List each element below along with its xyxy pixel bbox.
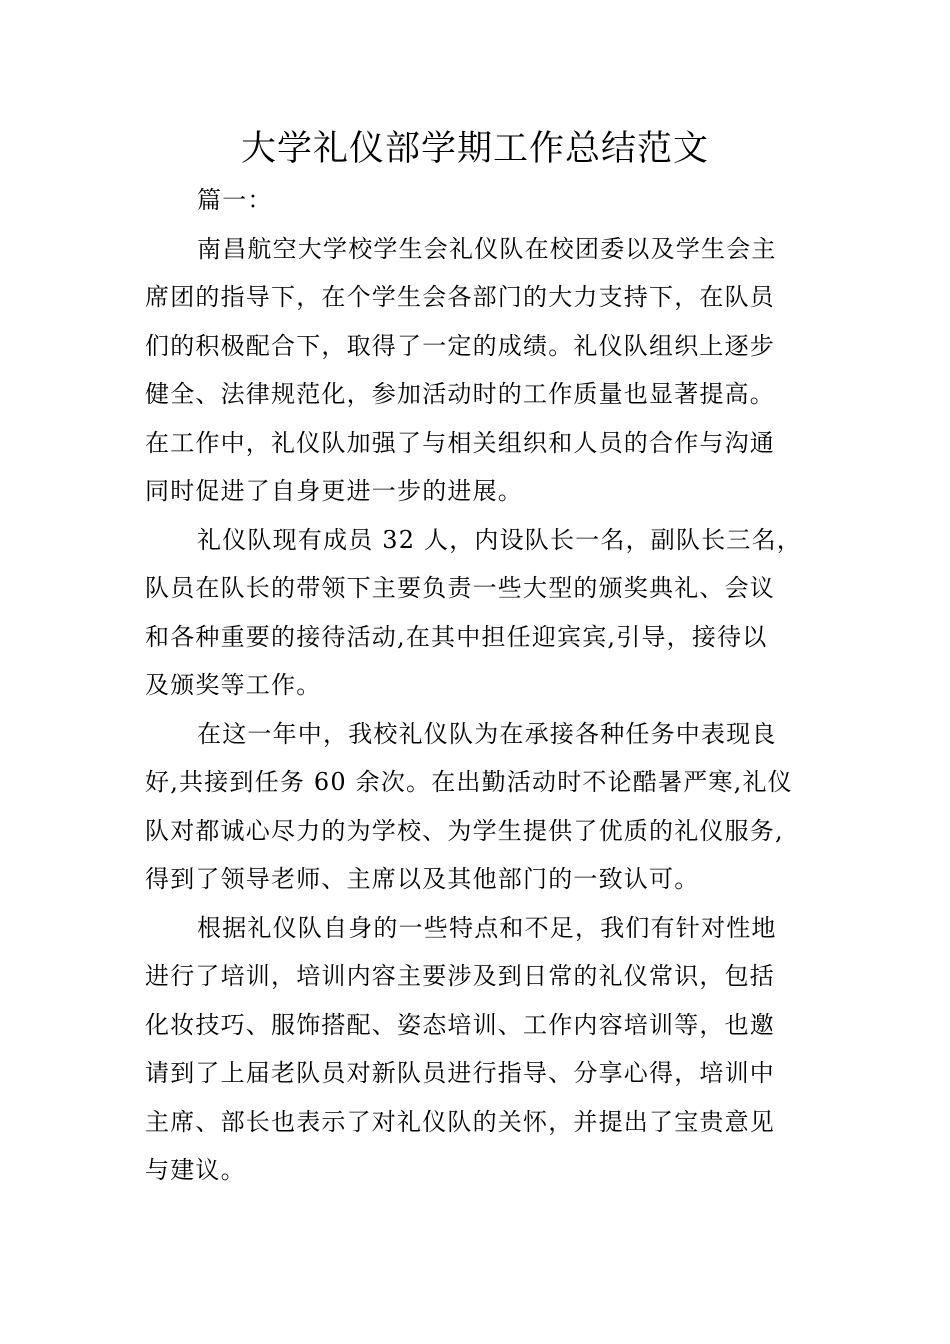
- paragraph-2: [145, 516, 807, 710]
- paragraph-line: 请到了上届老队员对新队员进行指导、分享心得，培训中: [145, 1059, 775, 1087]
- paragraph-line: 南昌航空大学校学生会礼仪队在校团委以及学生会主: [197, 234, 777, 263]
- document-body: [145, 176, 807, 1195]
- paragraph-3: [145, 710, 807, 904]
- paragraph-line: 根据礼仪队自身的一些特点和不足，我们有针对性地: [197, 913, 777, 942]
- paragraph-line: 在工作中，礼仪队加强了与相关组织和人员的合作与沟通: [145, 428, 775, 457]
- paragraph-line: 同时促进了自身更进一步的进展。: [145, 477, 523, 505]
- paragraph-line: 进行了培训，培训内容主要涉及到日常的礼仪常识，包括: [145, 962, 775, 990]
- paragraph-line: 好,共接到任务 60 余次。在出勤活动时不论酷暑严寒,礼仪: [145, 768, 793, 796]
- paragraph-4: [145, 904, 807, 1195]
- paragraph-line: 化妆技巧、服饰搭配、姿态培训、工作内容培训等，也邀: [145, 1010, 775, 1039]
- paragraph-line: 与建议。: [145, 1156, 246, 1184]
- paragraph-line: 在这一年中，我校礼仪队为在承接各种任务中表现良: [197, 719, 777, 748]
- paragraph-line: 队员在队长的带领下主要负责一些大型的颁奖典礼、会议: [145, 574, 775, 602]
- paragraph-1: [145, 225, 807, 516]
- paragraph-line: 们的积极配合下，取得了一定的成绩。礼仪队组织上逐步: [145, 331, 775, 360]
- paragraph-line: 健全、法律规范化，参加活动时的工作质量也显著提高。: [145, 380, 775, 408]
- paragraph-line: 队对都诚心尽力的为学校、为学生提供了优质的礼仪服务,: [145, 816, 784, 845]
- paragraph-line: 礼仪队现有成员 32 人，内设队长一名，副队长三名，: [197, 525, 802, 554]
- paragraph-line: 及颁奖等工作。: [145, 671, 322, 699]
- page-title: 大学礼仪部学期工作总结范文: [240, 129, 709, 169]
- paragraph-line: 席团的指导下，在个学生会各部门的大力支持下，在队员: [145, 283, 775, 311]
- paragraph-line: 主席、部长也表示了对礼仪队的关怀，并提出了宝贵意见: [145, 1107, 775, 1136]
- paragraph-line: 得到了领导老师、主席以及其他部门的一致认可。: [145, 865, 700, 893]
- paragraph-line: 和各种重要的接待活动,在其中担任迎宾宾,引导，接待以: [145, 622, 768, 651]
- section-label: 篇一：: [197, 186, 273, 214]
